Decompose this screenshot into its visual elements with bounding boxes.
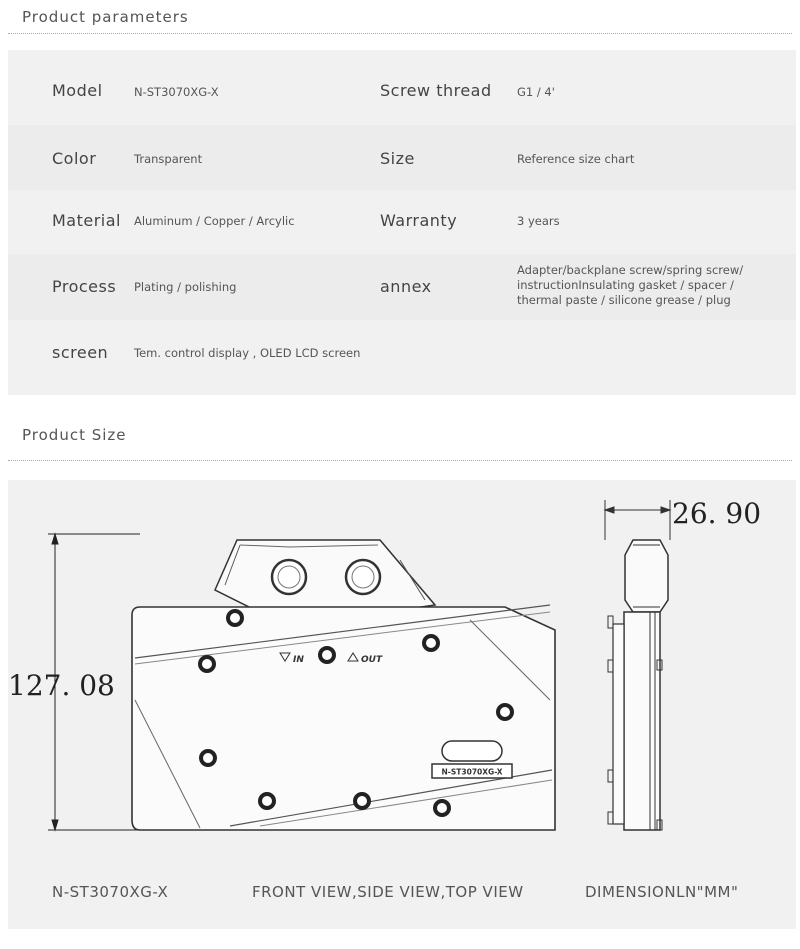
param-label: Process [52,277,117,296]
param-value: Tem. control display , OLED LCD screen [134,346,361,360]
side-view [605,500,670,830]
port-out-label: OUT [361,655,383,665]
front-view [132,540,555,830]
model-plate-label: N-ST3070XG-X [441,767,503,777]
param-label: screen [52,343,109,362]
param-value: Adapter/backplane screw/spring screw/ instructionInsulating gasket / spacer / thermal paste / silicone grease / plug [517,263,744,307]
size-title: Product Size [22,426,127,444]
caption-dimension: DIMENSIONLN"MM" [585,883,739,901]
param-label: Warranty [380,211,458,230]
caption-model: N-ST3070XG-X [52,883,169,901]
param-label: Color [52,149,97,168]
param-label: Material [52,211,121,230]
height-dimension-label: 127. 08 [8,669,115,702]
param-label: Screw thread [380,81,492,100]
port-in-label: IN [293,655,304,665]
param-label: annex [380,277,432,296]
param-label: Size [380,149,415,168]
width-dimension-label: 26. 90 [672,497,762,530]
param-value: G1 / 4' [517,85,555,99]
param-value: N-ST3070XG-X [134,85,219,99]
caption-views: FRONT VIEW,SIDE VIEW,TOP VIEW [252,883,524,901]
params-title: Product parameters [22,8,189,26]
param-value: Reference size chart [517,152,635,166]
param-value: Transparent [134,152,203,166]
param-value: 3 years [517,214,560,228]
param-value: Aluminum / Copper / Arcylic [134,214,295,228]
param-label: Model [52,81,103,100]
param-value: Plating / polishing [134,280,237,294]
